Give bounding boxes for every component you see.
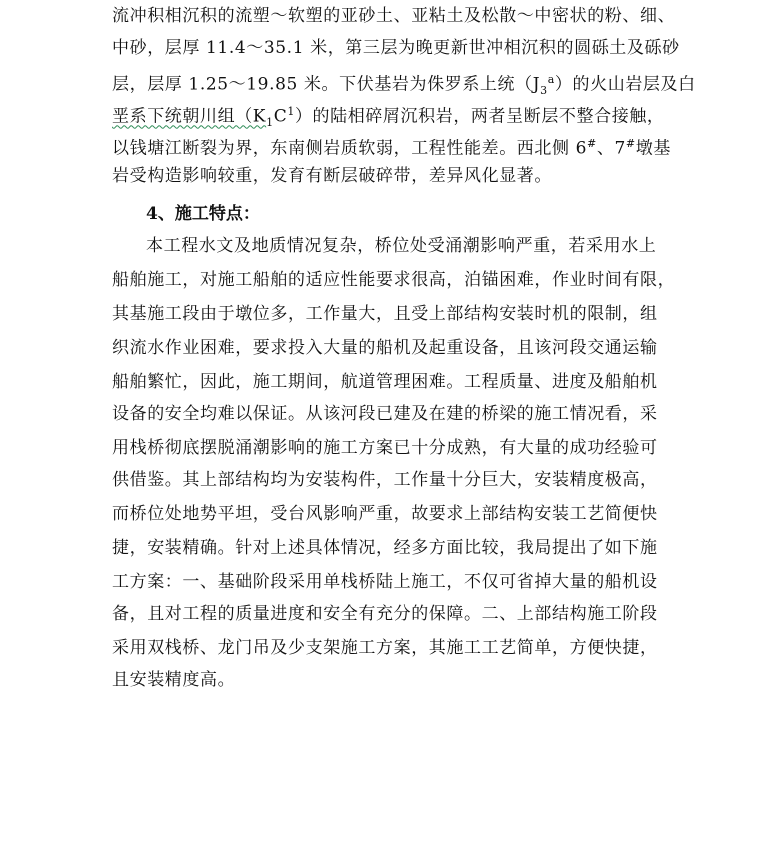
paragraph2-line-8: 供借鉴。其上部结构均为安装构件，工作量十分巨大，安装精度极高， (112, 470, 658, 490)
subscript: 3 (540, 84, 548, 98)
paragraph2-line-12: 备，且对工程的质量进度和安全有充分的保障。二、上部结构施工阶段 (112, 604, 658, 624)
text-segment: 层，层厚 1.25～19.85 米。下伏基岩为侏罗系上统（J (112, 74, 541, 95)
paragraph2-line-14: 且安装精度高。 (112, 670, 236, 690)
text-segment: 墩基 (635, 138, 671, 159)
text-segment: 岩受构造影响较重，发育有断层破碎带，差异风化显著。 (112, 166, 552, 186)
paragraph2-line-2: 船舶施工，对施工船舶的适应性能要求很高，泊锚困难，作业时间有限， (112, 270, 676, 290)
text-segment: 流冲积相沉积的流塑～软塑的亚砂土、亚粘土及松散～中密状的粉、细、 (112, 6, 676, 26)
text-segment: 、7 (596, 138, 626, 159)
superscript: 1 (287, 105, 295, 118)
paragraph2-line-10: 捷，安装精确。针对上述具体情况，经多方面比较，我局提出了如下施 (112, 538, 658, 558)
paragraph1-line-1 (112, 0, 702, 32)
paragraph2-line-3: 其基施工段由于墩位多，工作量大，且受上部结构安装时机的限制，组 (112, 304, 658, 324)
superscript: # (587, 137, 597, 150)
text-segment: ）的陆相碎屑沉积岩，两者呈断层不整合接触， (294, 106, 665, 127)
paragraph2-line-13: 采用双栈桥、龙门吊及少支架施工方案，其施工工艺简单，方便快捷， (112, 638, 658, 658)
paragraph2-line-6: 设备的安全均难以保证。从该河段已建及在建的桥梁的施工情况看，采 (112, 404, 658, 424)
text-segment: 中砂，层厚 11.4～35.1 米，第三层为晚更新世冲相沉积的圆砾土及砾砂 (112, 38, 680, 58)
paragraph1-line-2 (112, 32, 702, 64)
paragraph2-line-5: 船舶繁忙，因此，施工期间，航道管理困难。工程质量、进度及船舶机 (112, 372, 658, 392)
text-segment: 垩系下统朝川组（K (112, 106, 267, 127)
paragraph2-line-1: 本工程水文及地质情况复杂，桥位处受涌潮影响严重，若采用水上 (146, 236, 657, 256)
text-segment: ）的火山岩层及白 (554, 74, 696, 95)
paragraph1-line-5 (112, 128, 702, 160)
paragraph2-line-7: 用栈桥彻底摆脱涌潮影响的施工方案已十分成熟，有大量的成功经验可 (112, 438, 658, 458)
section-heading: 4、施工特点： (146, 204, 260, 224)
paragraph2-line-11: 工方案：一、基础阶段采用单栈桥陆上施工，不仅可省掉大量的船机设 (112, 572, 658, 592)
superscript: a (547, 73, 555, 86)
paragraph2-line-4: 织流水作业困难，要求投入大量的船机及起重设备，且该河段交通运输 (112, 338, 658, 358)
subscript: 1 (266, 116, 274, 130)
text-segment: C (273, 106, 288, 127)
paragraph2-line-9: 而桥位处地势平坦，受台风影响严重，故要求上部结构安装工艺简便快 (112, 504, 658, 524)
superscript: # (625, 137, 636, 150)
paragraph1-line-3 (112, 64, 702, 96)
text-segment: 以钱塘江断裂为界，东南侧岩质软弱，工程性能差。西北侧 6 (112, 138, 588, 159)
paragraph1-line-6 (112, 160, 702, 192)
paragraph1-line-4 (112, 96, 702, 128)
